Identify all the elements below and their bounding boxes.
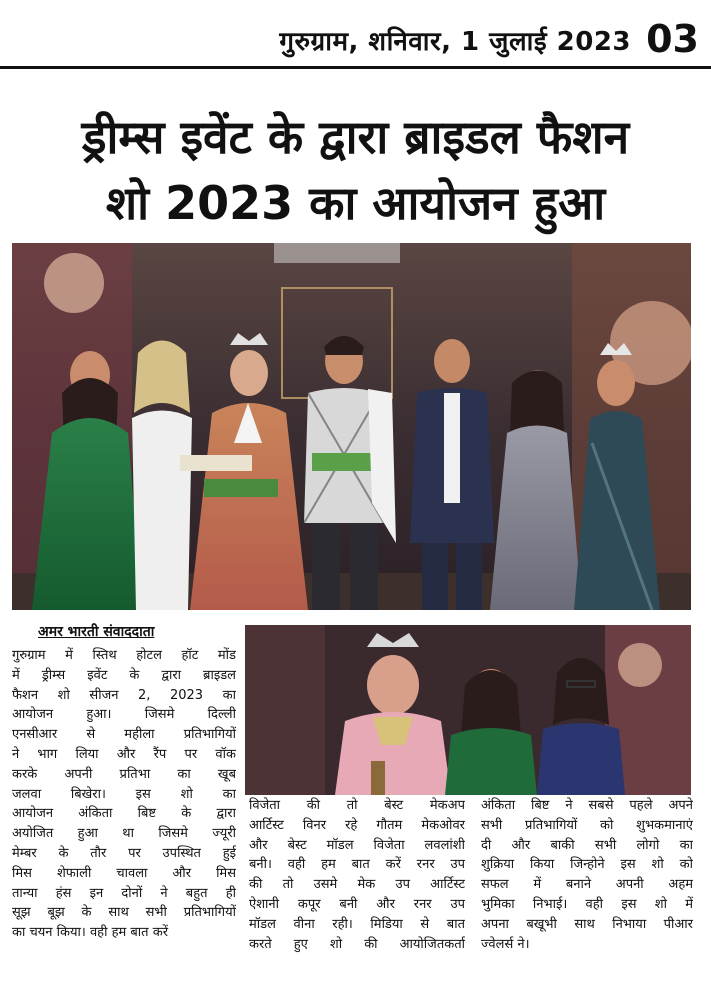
byline: अमर भारती संवाददाता bbox=[38, 624, 155, 640]
page-number: 03 bbox=[646, 17, 699, 61]
col1-line: आयोजन अंकिता बिष्ट के द्वारा bbox=[12, 806, 236, 822]
col1-line: करके अपनी प्रतिभा का खूब bbox=[12, 766, 236, 782]
newspaper-header bbox=[0, 0, 711, 66]
col1-line: तान्या हंस इन दोनों ने बहुत ही bbox=[12, 885, 236, 901]
main-photo bbox=[12, 243, 691, 610]
col2-line: ऐशानी कपूर बनी और रनर उप bbox=[249, 896, 465, 912]
col2-line: आर्टिस्ट विनर रहे गौतम मेकओवर bbox=[249, 817, 465, 833]
headline bbox=[0, 104, 711, 236]
col2-line: की तो उसमे मेक उप आर्टिस्ट bbox=[249, 877, 465, 893]
col1-line: आयोजन हुआ। जिसमे दिल्ली bbox=[12, 707, 236, 723]
col1-line: जलवा बिखेरा। इस शो का bbox=[12, 786, 236, 802]
col3-line: ज्वेलर्स ने। bbox=[481, 936, 530, 952]
col3-line: सभी प्रतिभागियों को शुभकमानाएं bbox=[481, 817, 693, 833]
col3-line: सफल में बनाने अपनी अहम bbox=[481, 877, 693, 893]
col2-line: बनी। वही हम बात करें रनर उप bbox=[249, 857, 465, 873]
second-photo bbox=[245, 625, 691, 795]
col3-line: भुमिका निभाई। वही इस शो में bbox=[481, 896, 693, 912]
headline-line-2: शो 2023 का आयोजन हुआ bbox=[105, 176, 606, 230]
article-column-2 bbox=[249, 796, 465, 954]
col2-line: और बेस्ट मॉडल विजेता लवलांशी bbox=[249, 837, 465, 853]
col1-line: गुरुग्राम में स्तिथ होटल हॉट मोंड bbox=[12, 648, 236, 663]
header-rule bbox=[0, 66, 711, 69]
article-column-3 bbox=[481, 796, 693, 954]
col1-line: ने भाग लिया और रैंप पर वॉक bbox=[12, 746, 236, 762]
col2-line: मॉडल वीना रही। मिडिया से बात bbox=[249, 916, 465, 932]
dateline: गुरुग्राम, शनिवार, 1 जुलाई 2023 bbox=[279, 27, 631, 57]
col1-line: मेम्बर के तौर पर उपस्थित हुई bbox=[12, 845, 236, 861]
col3-line: अंकिता बिष्ट ने सबसे पहले अपने bbox=[481, 798, 693, 813]
col2-line: विजेता की तो बेस्ट मेकअप bbox=[249, 798, 465, 813]
winner-photo-icon bbox=[245, 625, 691, 795]
group-photo-icon bbox=[12, 243, 691, 610]
article-column-1 bbox=[12, 646, 236, 943]
col1-line: एनसीआर से महीला प्रतिभागियों bbox=[12, 727, 236, 743]
col2-line: करते हुए शो की आयोजितकर्ता bbox=[249, 936, 465, 952]
col1-line: फैशन शो सीजन 2, 2023 का bbox=[12, 687, 236, 703]
col1-line: सूझ बूझ के साथ सभी प्रतिभागियों bbox=[12, 905, 236, 921]
headline-line-1: ड्रीम्स इवेंट के द्वारा ब्राइडल फैशन bbox=[81, 110, 630, 164]
col1-line: का चयन किया। वही हम बात करें bbox=[12, 925, 169, 941]
col3-line: दी और बाकी सभी लोगो का bbox=[481, 837, 693, 853]
col1-line: अयोजित हुआ था जिसमे ज्यूरी bbox=[12, 826, 236, 842]
col1-line: मिस शेफाली चावला और मिस bbox=[12, 865, 236, 881]
col3-line: अपना बखूभी साथ निभाया पीआर bbox=[481, 916, 693, 932]
col3-line: शुक्रिया किया जिन्होने इस शो को bbox=[481, 857, 693, 873]
col1-line: में ड्रीम्स इवेंट के द्वारा ब्राइडल bbox=[12, 667, 236, 683]
